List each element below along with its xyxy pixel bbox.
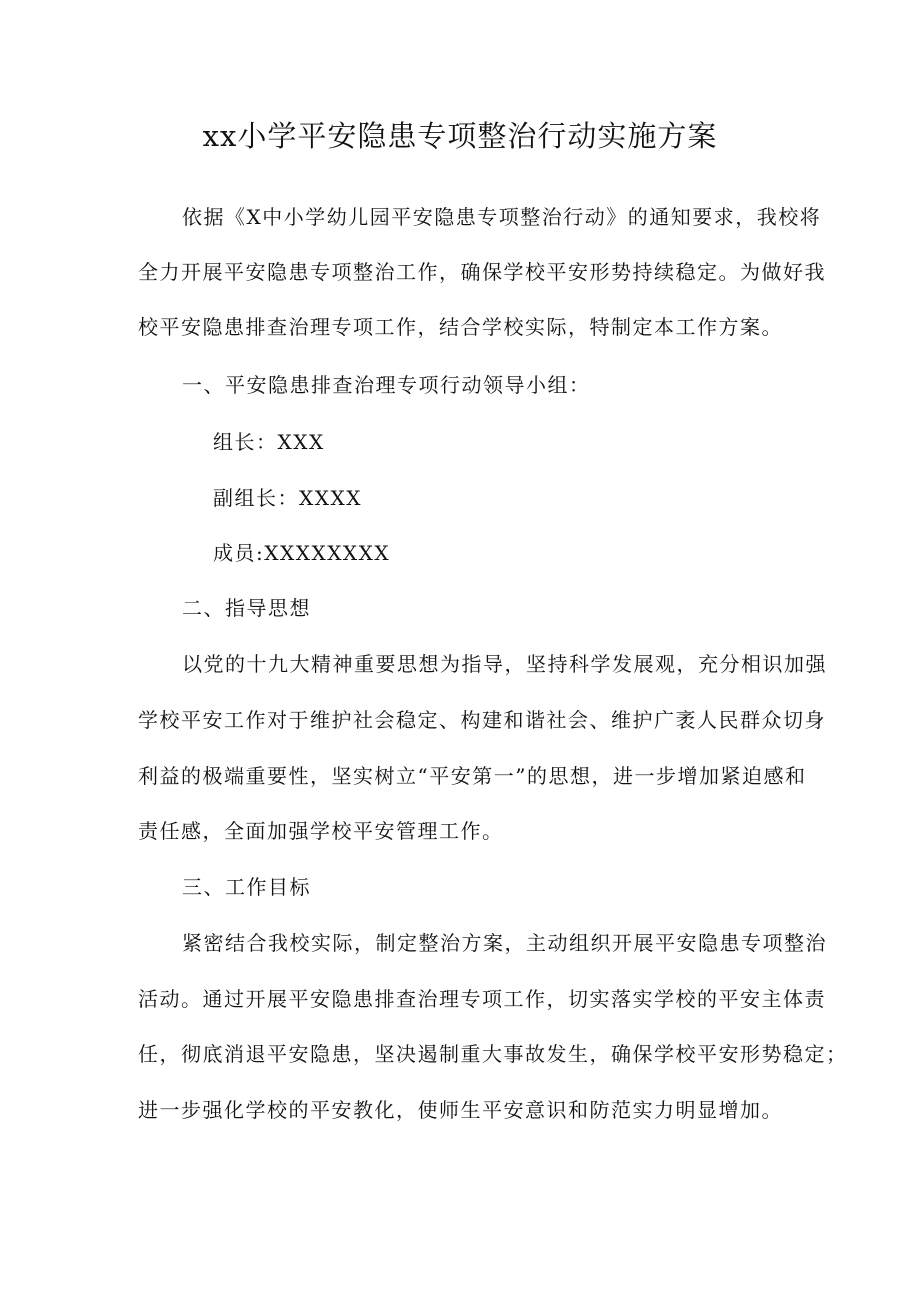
deputy-leader-line: 副组长：XXXX <box>213 486 362 510</box>
section1-heading: 一、平安隐患排查治理专项行动领导小组： <box>182 373 591 397</box>
section3-line-1: 紧密结合我校实际，制定整治方案，主动组织开展平安隐患专项整治 <box>182 931 827 955</box>
section3-heading: 三、工作目标 <box>182 875 311 899</box>
section2-line-2: 学校平安工作对于维护社会稳定、构建和谐社会、维护广袤人民群众切身 <box>138 708 826 732</box>
section3-line-2: 活动。通过开展平安隐患排查治理专项工作，切实落实学校的平安主体责 <box>138 987 826 1011</box>
section2-heading: 二、指导思想 <box>182 596 311 620</box>
intro-line-2: 全力开展平安隐患专项整治工作，确保学校平安形势持续稳定。为做好我 <box>138 260 826 284</box>
intro-line-3: 校平安隐患排查治理专项工作，结合学校实际，特制定本工作方案。 <box>138 315 783 339</box>
section2-line-1: 以党的十九大精神重要思想为指导，坚持科学发展观，充分相识加强 <box>182 652 827 676</box>
document-title: xx小学平安隐患专项整治行动实施方案 <box>202 119 718 153</box>
members-line: 成员:XXXXXXXX <box>213 541 391 565</box>
leader-line: 组长：XXX <box>213 430 325 454</box>
section3-line-3: 任，彻底消退平安隐患，坚决遏制重大事故发生，确保学校平安形势稳定； <box>138 1042 848 1066</box>
section3-line-4: 进一步强化学校的平安教化，使师生平安意识和防范实力明显增加。 <box>138 1098 783 1122</box>
intro-line-1: 依据《X中小学幼儿园平安隐患专项整治行动》的通知要求，我校将 <box>182 205 822 229</box>
section2-line-4: 责任感，全面加强学校平安管理工作。 <box>138 819 504 843</box>
section2-line-3: 利益的极端重要性，坚实树立“平安第一”的思想，进一步增加紧迫感和 <box>138 764 807 788</box>
